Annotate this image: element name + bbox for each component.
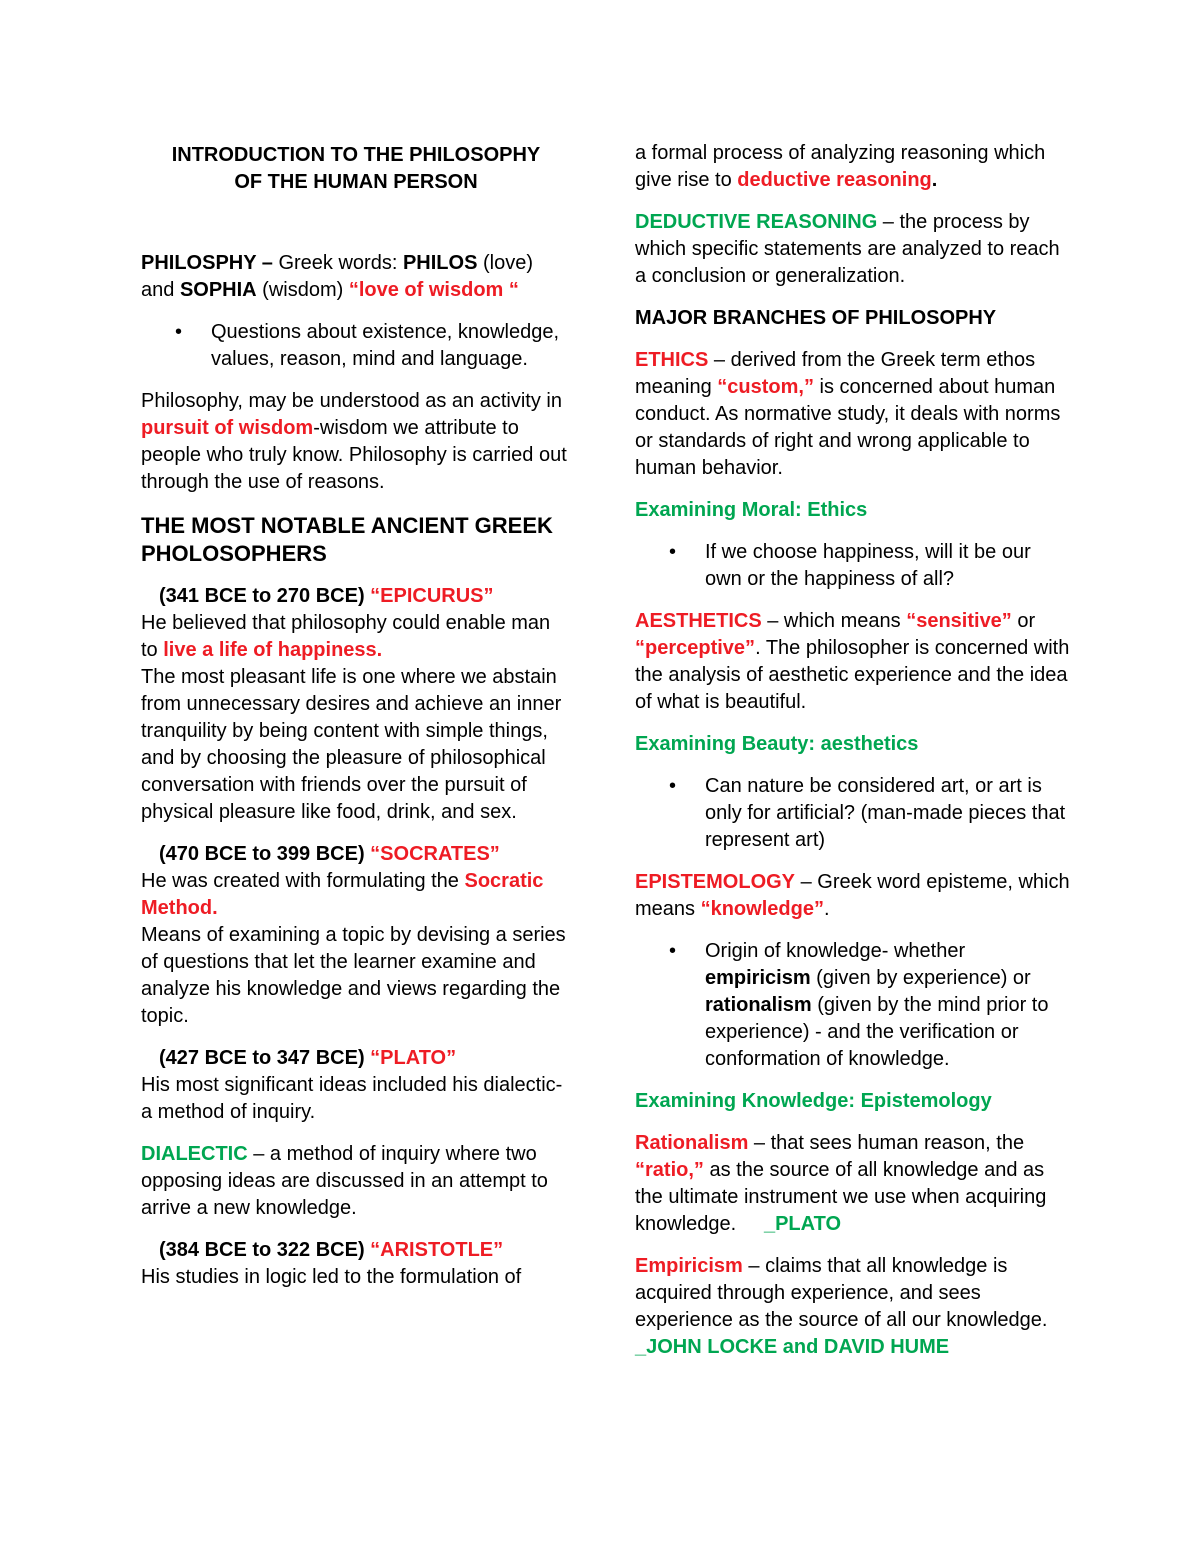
epicurus-dates: (341 BCE to 270 BCE) [159,585,371,607]
bullet-dot-icon: • [175,321,183,343]
plato-text: His most significant ideas included his dialectic- a method of inquiry. [141,1074,563,1123]
rationalism-term: Rationalism [635,1132,749,1154]
socrates-text-b: Means of examining a topic by devising a series of questions that let the learner examine and analyze his knowledge and views regarding the topic. [141,924,566,1027]
epicurus-name: “EPICURUS” [370,585,494,607]
empiricism-term: Empiricism [635,1255,743,1277]
socrates-block [141,841,571,1030]
deductive-text: – the process by which specific statements are analyzed to reach a conclusion or generalization. [635,211,1060,287]
epistemology-definition [635,869,1070,923]
continued-dot: . [931,169,938,191]
continued-text [635,140,1070,194]
philosophy-text-3: (wisdom) [256,279,349,301]
bullet-text: Questions about existence, knowledge, values, reason, mind and language. [211,321,559,370]
aristotle-dates: (384 BCE to 322 BCE) [159,1239,371,1261]
title-line-2: OF THE HUMAN PERSON [234,171,478,193]
aristotle-block [141,1237,571,1291]
love-of-wisdom: “love of wisdom “ [348,279,519,301]
bullet-dot-icon: • [669,775,677,797]
philosophy-bullets [141,319,571,373]
branches-heading: MAJOR BRANCHES OF PHILOSOPHY [635,307,997,329]
ethics-text-b: is concerned about human conduct. As normative study, it deals with norms or standards of right and wrong applicable to human behavior. [635,376,1061,479]
ethics-subheading: Examining Moral: Ethics [635,499,868,521]
plato-name: “PLATO” [370,1047,457,1069]
list-item [141,319,571,373]
left-column [141,140,571,1291]
aristotle-text: His studies in logic led to the formulation of [141,1266,522,1288]
deductive-reasoning-highlight: deductive reasoning [737,169,932,191]
empiricism-text: – claims that all knowledge is acquired through experience, and sees experience as the source of all our knowledge. [635,1255,1048,1331]
rationalism-text-a: – that sees human reason, the [748,1132,1025,1154]
ethics-custom: “custom,” [717,376,814,398]
aristotle-name: “ARISTOTLE” [370,1239,504,1261]
sophia-word: SOPHIA [179,279,257,301]
bullet-text-b: (given by experience) or [810,967,1031,989]
pursuit-of-wisdom: pursuit of wisdom [141,417,314,439]
bullet-dot-icon: • [669,940,677,962]
rationalism-text-b: as the source of all knowledge and as the ultimate instrument we use when acquiring knowledge. [635,1159,1052,1235]
bullet-text: If we choose happiness, will it be our own or the happiness of all? [705,541,1031,590]
continued-text-a: a formal process of analyzing reasoning which give rise to [635,142,1046,191]
philosophy-term: PHILOSPHY – [141,252,273,274]
epicurus-text-a: He believed that philosophy could enable man to [141,612,551,661]
bullet-text-c: (given by the mind prior to experience) - and the verification or conformation of knowledge. [705,994,1049,1070]
doc-title [141,142,571,196]
aesthetics-or: or [1011,610,1036,632]
deductive-term: DEDUCTIVE REASONING [635,211,878,233]
deductive-definition [635,209,1070,290]
bullet-text-a: Origin of knowledge- whether [705,940,966,962]
epistemology-text-a: – Greek word episteme, which means [635,871,1070,920]
aesthetics-perceptive: “perceptive” [635,637,756,659]
philosophy-text-1: Greek words: [272,252,403,274]
epistemology-bullets [635,938,1070,1073]
paragraph-text-a: Philosophy, may be understood as an activity in [141,390,562,412]
epistemology-subheading: Examining Knowledge: Epistemology [635,1090,992,1112]
aesthetics-text-a: – which means [761,610,907,632]
empiricism-signature: _JOHN LOCKE and DAVID HUME [635,1336,950,1358]
aesthetics-subheading: Examining Beauty: aesthetics [635,733,919,755]
dialectic-term: DIALECTIC [141,1143,248,1165]
aesthetics-definition [635,608,1070,716]
epicurus-block [141,583,571,826]
ethics-text-a: – derived from the Greek term ethos meaning [635,349,1036,398]
rationalism-ratio: “ratio,” [635,1159,704,1181]
epistemology-knowledge: “knowledge” [700,898,824,920]
paragraph-text-b: -wisdom we attribute to people who truly know. Philosophy is carried out through the use of reasons. [141,417,567,493]
philos-word: PHILOS [402,252,478,274]
aesthetics-text-b: . The philosopher is concerned with the analysis of aesthetic experience and the idea of what is beautiful. [635,637,1070,713]
epicurus-text-b: The most pleasant life is one where we abstain from unnecessary desires and achieve an inner tranquility by being content with simple things, and by choosing the pleasure of philosophical conversation with friends over the pursuit of physical pleasure like food, drink, and sex. [141,666,562,823]
list-item [635,539,1070,593]
philosophy-text-2: (love) and [141,252,533,301]
title-line-1: INTRODUCTION TO THE PHILOSOPHY [171,144,541,166]
dialectic-definition [141,1141,571,1222]
list-item [635,773,1070,854]
socratic-method: Socratic Method. [141,870,544,919]
rationalism-signature: _PLATO [763,1213,842,1235]
right-column [635,140,1070,1361]
plato-dates: (427 BCE to 347 BCE) [159,1047,371,1069]
ethics-definition [635,347,1070,482]
bullet-text: Can nature be considered art, or art is only for artificial? (man-made pieces that represent art) [705,775,1066,851]
epistemology-term: EPISTEMOLOGY [635,871,796,893]
plato-block [141,1045,571,1126]
bullet-dot-icon: • [669,541,677,563]
socrates-name: “SOCRATES” [370,843,500,865]
socrates-dates: (470 BCE to 399 BCE) [159,843,371,865]
rationalism-word: rationalism [705,994,812,1016]
dialectic-text: – a method of inquiry where two opposing ideas are discussed in an attempt to arrive a new knowledge. [141,1143,548,1219]
aesthetics-sensitive: “sensitive” [906,610,1012,632]
section-heading-philosophers: THE MOST NOTABLE ANCIENT GREEK PHOLOSOPHERS [141,513,553,566]
rationalism-definition [635,1130,1070,1238]
ethics-bullets [635,539,1070,593]
philosophy-paragraph [141,388,571,496]
empiricism-definition [635,1253,1070,1361]
socrates-text-a: He was created with formulating the [141,870,465,892]
epistemology-text-b: . [823,898,830,920]
aesthetics-term: AESTHETICS [635,610,762,632]
philosophy-definition [141,250,571,304]
aesthetics-bullets [635,773,1070,854]
ethics-term: ETHICS [635,349,709,371]
list-item [635,938,1070,1073]
live-a-life-of-happiness: live a life of happiness. [163,639,383,661]
empiricism-word: empiricism [705,967,811,989]
